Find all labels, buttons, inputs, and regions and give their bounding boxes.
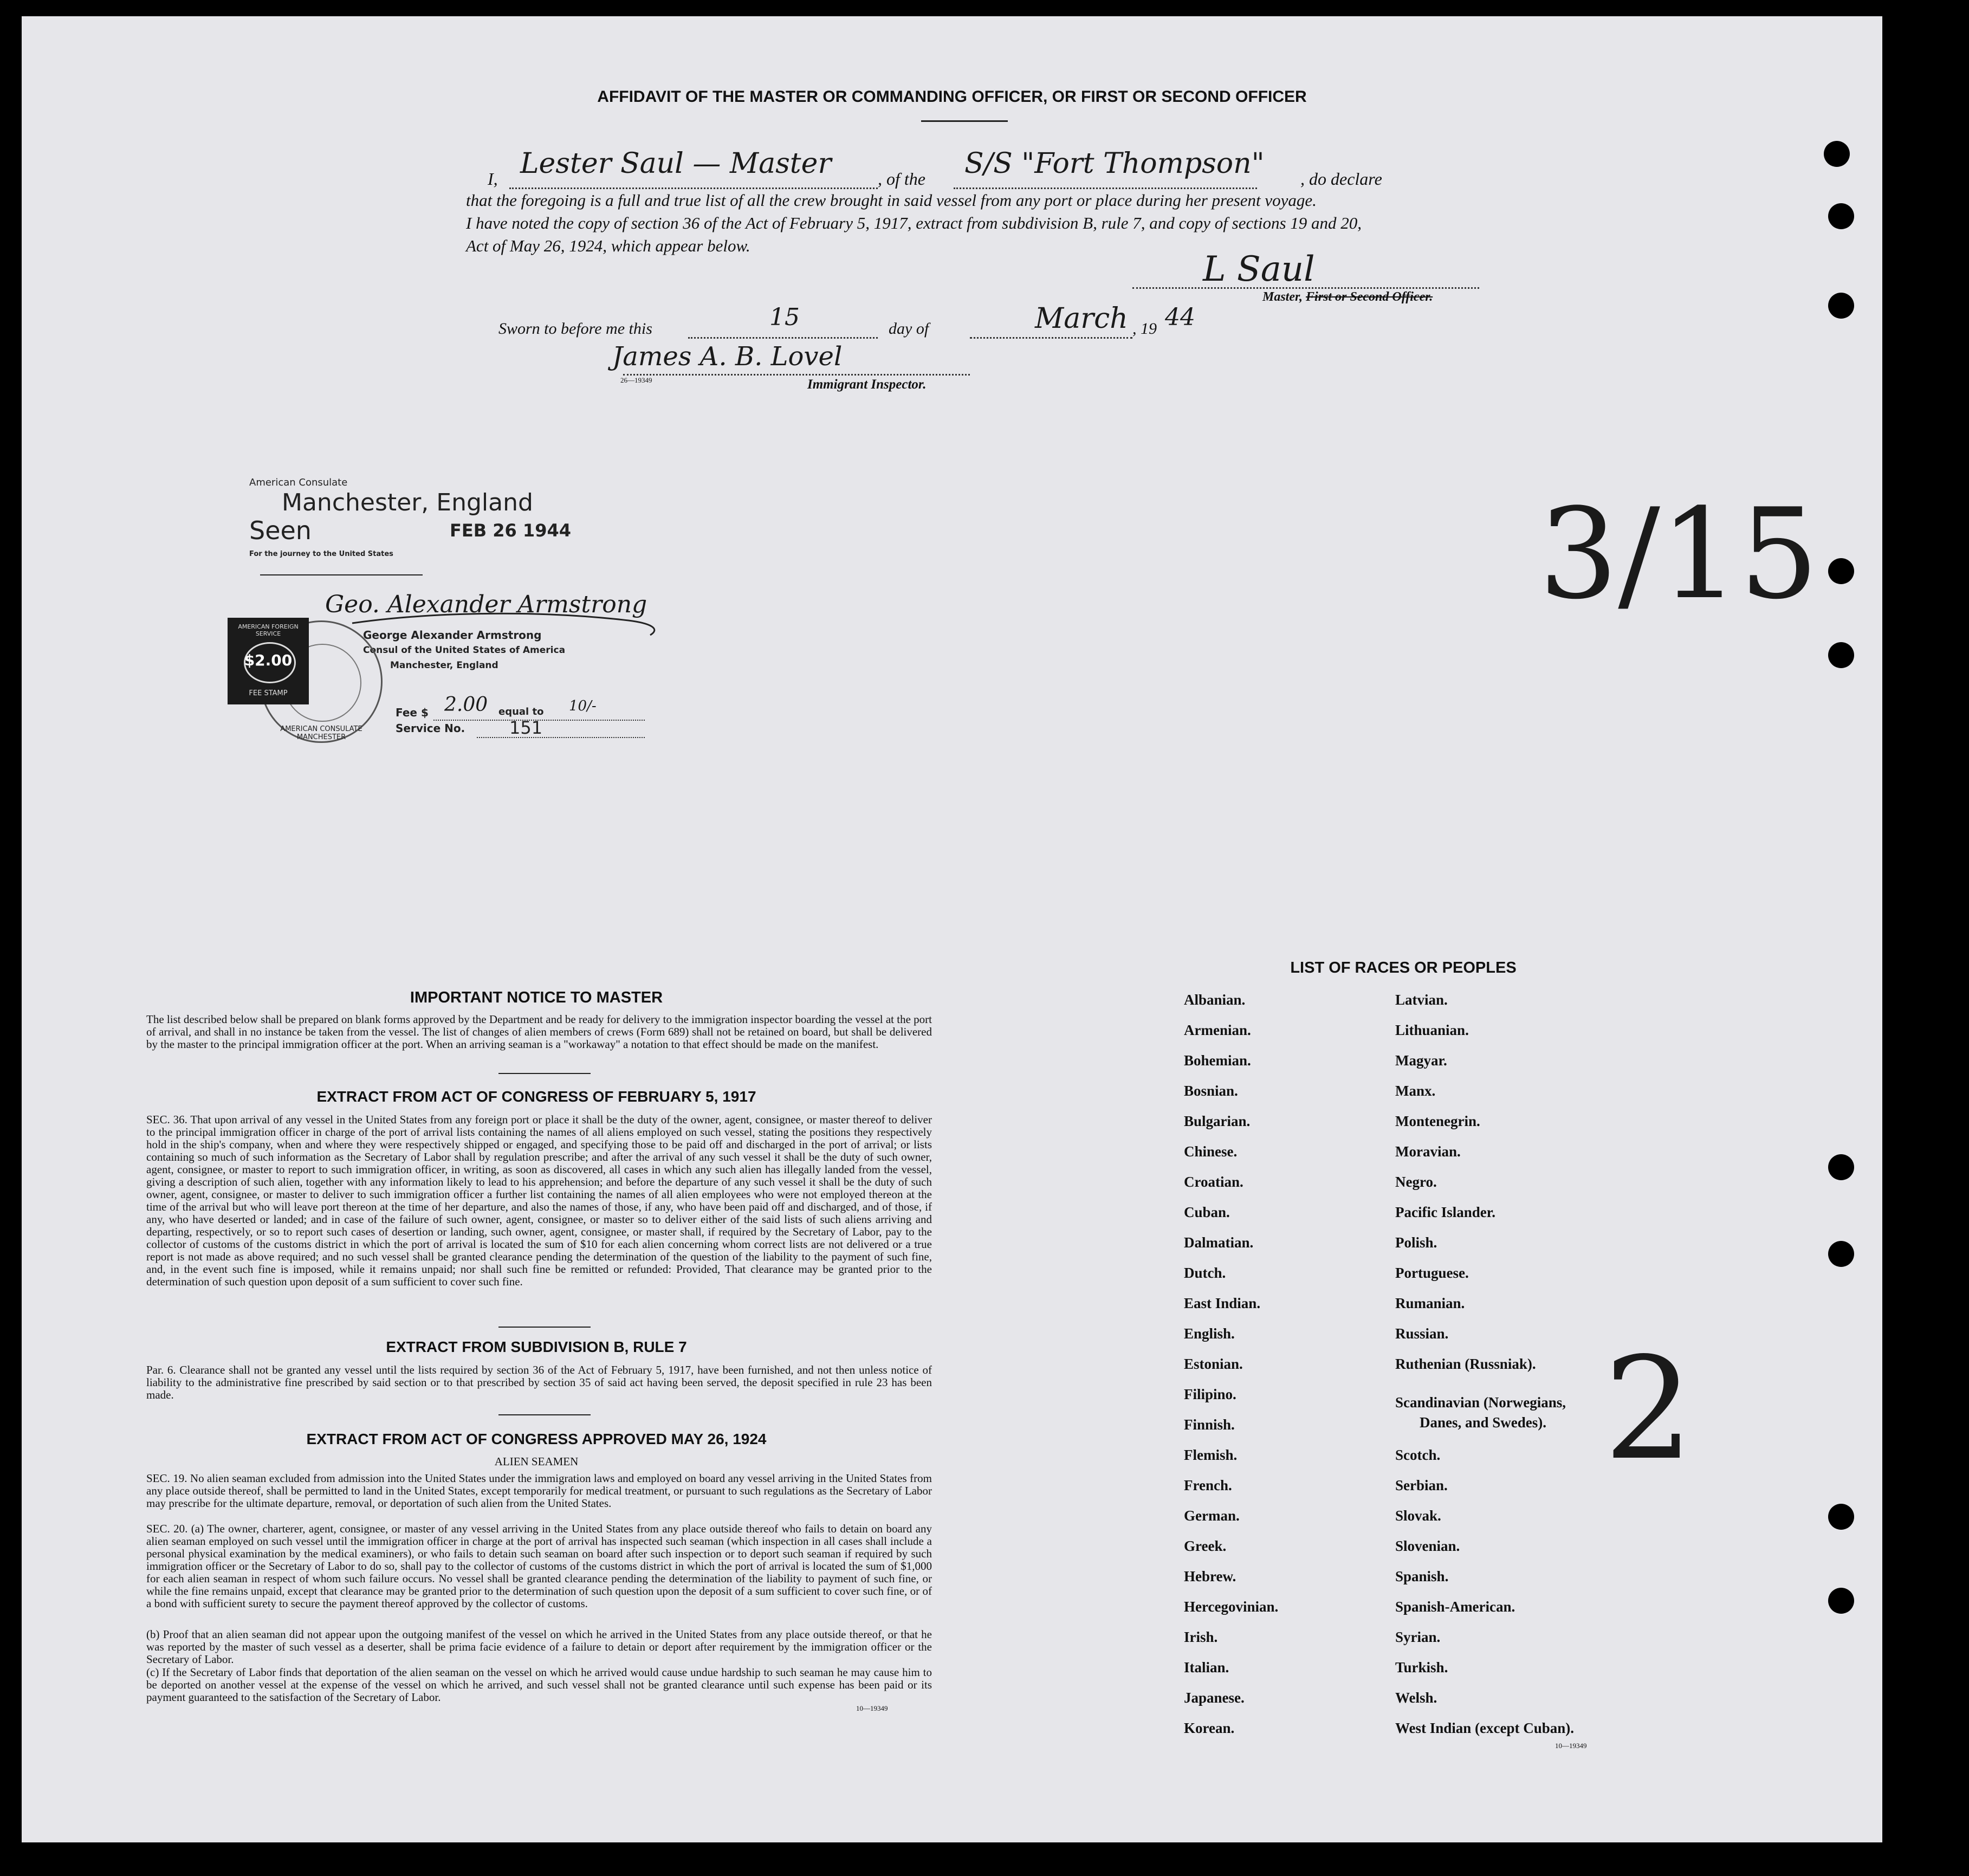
race-left-item: French.: [1184, 1477, 1232, 1493]
race-left-item: Bosnian.: [1184, 1083, 1238, 1099]
form-code: 26—19349: [620, 376, 652, 384]
handwritten-page-fraction: 3/15: [1539, 482, 1819, 627]
race-left-item: Korean.: [1184, 1720, 1235, 1736]
race-left-item: Cuban.: [1184, 1204, 1230, 1220]
consulate-seen: Seen: [249, 516, 312, 545]
race-left-item: Estonian.: [1184, 1356, 1243, 1372]
race-right-item: Pacific Islander.: [1395, 1204, 1495, 1220]
fill-line: [954, 187, 1257, 189]
race-left-item: Irish.: [1184, 1629, 1218, 1645]
inspector-signature: James A. B. Lovel: [612, 341, 843, 372]
affidavit-i: I,: [488, 169, 498, 189]
affidavit-line-1: [466, 147, 1495, 189]
race-left-item: English.: [1184, 1325, 1235, 1342]
consul-city: Manchester, England: [390, 660, 498, 671]
race-left-item: Bohemian.: [1184, 1052, 1251, 1069]
race-left-item: Dalmatian.: [1184, 1234, 1254, 1251]
master-caption: [1262, 290, 1433, 305]
race-right-item: Portuguese.: [1395, 1265, 1469, 1281]
affidavit-declare: , do declare: [1300, 169, 1382, 189]
punch-hole: [1828, 1154, 1854, 1180]
consul-name: George Alexander Armstrong: [363, 629, 542, 642]
race-right-item: Spanish-American.: [1395, 1599, 1515, 1615]
sworn-line: [498, 303, 1311, 347]
fee-stamp-top: AMERICAN FOREIGN SERVICE: [238, 623, 299, 637]
punch-hole: [1828, 642, 1854, 668]
fee-value: 2.00: [444, 694, 488, 716]
race-left-item: Armenian.: [1184, 1022, 1251, 1038]
master-caption-struck: First or Second Officer.: [1306, 290, 1433, 304]
sworn-day: 15: [769, 303, 800, 331]
race-right-item: Scandinavian (Norwegians,: [1395, 1394, 1566, 1411]
divider: [498, 1327, 591, 1328]
service-line: [477, 737, 645, 738]
race-right-item: Turkish.: [1395, 1659, 1448, 1676]
race-left-item: East Indian.: [1184, 1295, 1261, 1311]
race-right-item: Magyar.: [1395, 1052, 1447, 1069]
extract-1924-title: EXTRACT FROM ACT OF CONGRESS APPROVED MAY 26, 1924: [306, 1431, 767, 1447]
extract-1924-sec20a: SEC. 20. (a) The owner, charterer, agent, consignee, or master of any vessel arriving in the United States from any place outside thereof who fails to detain on board any alien seaman employed on such vessel until the immigration officer in charge at the port of arrival has inspected such seaman (which inspection in all cases shall include a personal physical examination by the medical examiners), or who fails to detain such seaman on board after such inspection or to deport such seaman if required by such immigration officer or the Secretary of Labor to do so, shall pay to the collector of customs of the customs district in which the port of arrival is located the sum of $1,000 for each alien seaman in respect of whom such failure occurs. No vessel shall be granted clearance pending the determination of the liability to payment of such fine, or while the fine remains unpaid, except that clearance may be granted prior to the determination of such question upon the deposit of a sum sufficient to cover such fine, or of a bond with sufficient surety to secure the payment thereof approved by the collector of customs.: [146, 1522, 932, 1610]
fee-stamp-bottom: FEE STAMP: [249, 689, 288, 697]
rule7-body: Par. 6. Clearance shall not be granted any vessel until the lists required by section 36 of the Act of February 5, 1917, have been furnished, and not then unless notice of liability to the administrative fine prescribed by said section or to that prescribed by section 35 of said act having been served, the deposit specified in rule 23 has been made.: [146, 1363, 932, 1401]
notice-body: The list described below shall be prepared on blank forms approved by the Department and be ready for delivery to the immigration inspector boarding the vessel at the port of arrival, and shall in no instance be taken from the vessel. The list of changes of alien members of crews (Form 689) shall not be retained on board, but shall be delivered by the master to the principal immigration officer at the port. When an arriving seaman is a "workaway" a notation to that effect should be made on the manifest.: [146, 1013, 932, 1051]
race-left-item: Albanian.: [1184, 992, 1246, 1008]
race-left-item: Hercegovinian.: [1184, 1599, 1279, 1615]
race-right-item: Montenegrin.: [1395, 1113, 1480, 1129]
race-left-item: Finnish.: [1184, 1416, 1235, 1433]
punch-hole: [1828, 203, 1854, 229]
fee-stamp-value: $2.00: [244, 651, 293, 669]
divider: [498, 1414, 591, 1415]
fee-stamp: [228, 618, 309, 704]
extract-1924-code: 10—19349: [856, 1704, 888, 1712]
sworn-day-of: day of: [889, 320, 929, 338]
handwritten-page-number: 2: [1604, 1328, 1694, 1491]
master-caption-master: Master,: [1262, 290, 1303, 304]
inspector-caption: Immigrant Inspector.: [807, 377, 927, 392]
rule7-title: EXTRACT FROM SUBDIVISION B, RULE 7: [386, 1338, 687, 1355]
race-left-item: Dutch.: [1184, 1265, 1226, 1281]
race-right-item: Serbian.: [1395, 1477, 1448, 1493]
divider: [921, 120, 1008, 122]
race-right-item: Manx.: [1395, 1083, 1436, 1099]
punch-hole: [1828, 1504, 1854, 1530]
consulate-journey: For the journey to the United States: [249, 550, 393, 558]
notice-title: IMPORTANT NOTICE TO MASTER: [410, 989, 663, 1006]
race-right-item: Ruthenian (Russniak).: [1395, 1356, 1536, 1372]
punch-hole: [1828, 1588, 1854, 1614]
punch-hole: [1824, 141, 1850, 167]
race-right-item: Welsh.: [1395, 1690, 1437, 1706]
fill-line: [688, 337, 878, 339]
race-left-item: Bulgarian.: [1184, 1113, 1251, 1129]
signature-line: [623, 374, 970, 376]
document-page: [22, 16, 1882, 1842]
race-left-item: Filipino.: [1184, 1386, 1236, 1402]
fee-equal: equal to: [498, 706, 544, 717]
races-title: LIST OF RACES OR PEOPLES: [1290, 959, 1517, 976]
affidavit-line-4: Act of May 26, 1924, which appear below.: [466, 236, 750, 255]
race-left-item: Flemish.: [1184, 1447, 1238, 1463]
stamp-line: [260, 574, 423, 575]
race-left-item: Croatian.: [1184, 1174, 1243, 1190]
race-right-item: Spanish.: [1395, 1568, 1449, 1584]
sworn-label: Sworn to before me this: [498, 320, 652, 338]
race-right-item: Lithuanian.: [1395, 1022, 1469, 1038]
service-label: Service No.: [396, 722, 465, 735]
race-right-item: Latvian.: [1395, 992, 1448, 1008]
race-right-item: Scotch.: [1395, 1447, 1441, 1463]
race-left-item: Japanese.: [1184, 1690, 1245, 1706]
punch-hole: [1828, 1241, 1854, 1267]
signature-line: [1132, 287, 1479, 289]
fee-equal-value: 10/-: [569, 698, 597, 714]
race-right-item: Russian.: [1395, 1325, 1449, 1342]
extract-1924-sec19: SEC. 19. No alien seaman excluded from admission into the United States under the immigration laws and employed on board any vessel arriving in the United States from any place outside thereof, shall be permitted to land in the United States, except temporarily for medical treatment, or pursuant to such regulations as the Secretary of Labor may prescribe for the ultimate departure, removal, or deportation of such alien from the United States.: [146, 1472, 932, 1510]
affidavit-line-2: that the foregoing is a full and true list of all the crew brought in said vessel from any port or place during her present voyage.: [466, 191, 1317, 210]
vessel-name-handwritten: S/S "Fort Thompson": [964, 147, 1265, 180]
race-left-item: Italian.: [1184, 1659, 1229, 1676]
sworn-year-prefix: , 19: [1132, 320, 1157, 338]
consulate-date: FEB 26 1944: [450, 520, 571, 541]
race-left-item: Chinese.: [1184, 1143, 1238, 1160]
extract-1917-body: SEC. 36. That upon arrival of any vessel in the United States from any foreign port or place it shall be the duty of the owner, agent, consignee, or master thereof to deliver to the principal immigration officer in charge of the port of arrival lists containing the names of all aliens employed on such vessel, stating the positions they respectively hold in the ship's company, when and where they were respectively shipped or engaged, and specifying those to be paid off and discharged in the port of arrival; or lists containing so much of such information as the Secretary of Labor shall by regulation prescribe; and after the arrival of any such vessel it shall be the duty of such owner, agent, consignee, or master to report to such immigration officer, in writing, as soon as discovered, all cases in which any such alien has illegally landed from the vessel, giving a description of such alien, together with any information likely to lead to his apprehension; and before the departure of any such vessel it shall be the duty of such owner, agent, consignee, or master to deliver to such immigration officer a further list containing the names of all alien employees who were not employed thereon at the time of the arrival but who will leave port thereon at the time of her departure, and also the names of those, if any, who have been paid off and discharged, and of those, if any, who have deserted or landed; and in case of the failure of such owner, agent, consignee, or master so to deliver either of the said lists of such aliens arriving and departing, respectively, or so to report such cases of desertion or landing, such owner, agent, consignee, or master shall, if required by the Secretary of Labor, pay to the collector of customs of the customs district in which the port of arrival is located the sum of $10 for each alien concerning whom correct lists are not delivered or a true report is not made as above required; and no such vessel shall be granted clearance pending the determination of the question of the liability to the payment of such fine, and, in the event such fine is imposed, while it remains unpaid; nor shall such fine be remitted or refunded: Provided, That clearance may be granted prior to the determination of such question upon deposit of a sum sufficient to cover such fine.: [146, 1113, 932, 1288]
sworn-month: March: [1035, 302, 1128, 335]
race-right-item: Syrian.: [1395, 1629, 1441, 1645]
affidavit-title: AFFIDAVIT OF THE MASTER OR COMMANDING OFFICER, OR FIRST OR SECOND OFFICER: [597, 88, 1307, 106]
extract-1924-sec20c: (c) If the Secretary of Labor finds that deportation of the alien seaman on the vessel on which he arrived would cause undue hardship to such seaman he may cause him to be deported on another vessel at the expense of the vessel on which he arrived, and such vessel shall not be granted clearance until such expense has been paid or its payment guaranteed to the satisfaction of the Secretary of Labor.: [146, 1666, 932, 1704]
race-right-item: Moravian.: [1395, 1143, 1461, 1160]
divider: [498, 1073, 591, 1074]
affidavit-of-the: , of the: [878, 169, 925, 189]
race-right-item: Slovak.: [1395, 1508, 1441, 1524]
race-left-item: Hebrew.: [1184, 1568, 1236, 1584]
seal-text: AMERICAN CONSULATE MANCHESTER: [280, 725, 362, 741]
consul-signature: Geo. Alexander Armstrong: [325, 591, 647, 618]
affidavit-line-3: I have noted the copy of section 36 of the Act of February 5, 1917, extract from subdivision B, rule 7, and copy of sections 19 and 20,: [466, 214, 1362, 232]
extract-1924-subtitle: ALIEN SEAMEN: [494, 1455, 579, 1468]
master-signature: L Saul: [1203, 249, 1315, 289]
fee-label: Fee $: [396, 706, 429, 719]
race-left-item: Greek.: [1184, 1538, 1227, 1554]
extract-1924-sec20b: (b) Proof that an alien seaman did not appear upon the outgoing manifest of the vessel on which he arrived in the United States from any place outside thereof, or that he was reported by the master of such vessel as a deserter, shall be prima facie evidence of a failure to detain or deport after requirement by the immigration officer or the Secretary of Labor.: [146, 1628, 932, 1666]
master-name-handwritten: Lester Saul — Master: [520, 147, 832, 180]
sworn-year: 44: [1165, 303, 1195, 331]
punch-hole: [1828, 558, 1854, 584]
race-left-item: German.: [1184, 1508, 1240, 1524]
service-value: 151: [509, 717, 543, 738]
punch-hole: [1828, 293, 1854, 319]
consulate-header: American Consulate: [249, 477, 348, 488]
race-right-item: Rumanian.: [1395, 1295, 1465, 1311]
consulate-city: Manchester, England: [282, 489, 533, 516]
consul-title: Consul of the United States of America: [363, 645, 566, 656]
races-code: 10—19349: [1555, 1742, 1587, 1750]
race-right-item: West Indian (except Cuban).: [1395, 1720, 1575, 1736]
race-right-item-continued: Danes, and Swedes).: [1420, 1414, 1547, 1431]
race-right-item: Polish.: [1395, 1234, 1437, 1251]
fill-line: [509, 187, 878, 189]
race-right-item: Negro.: [1395, 1174, 1437, 1190]
extract-1917-title: EXTRACT FROM ACT OF CONGRESS OF FEBRUARY 5, 1917: [316, 1088, 756, 1105]
fill-line: [970, 337, 1132, 339]
race-right-item: Slovenian.: [1395, 1538, 1460, 1554]
